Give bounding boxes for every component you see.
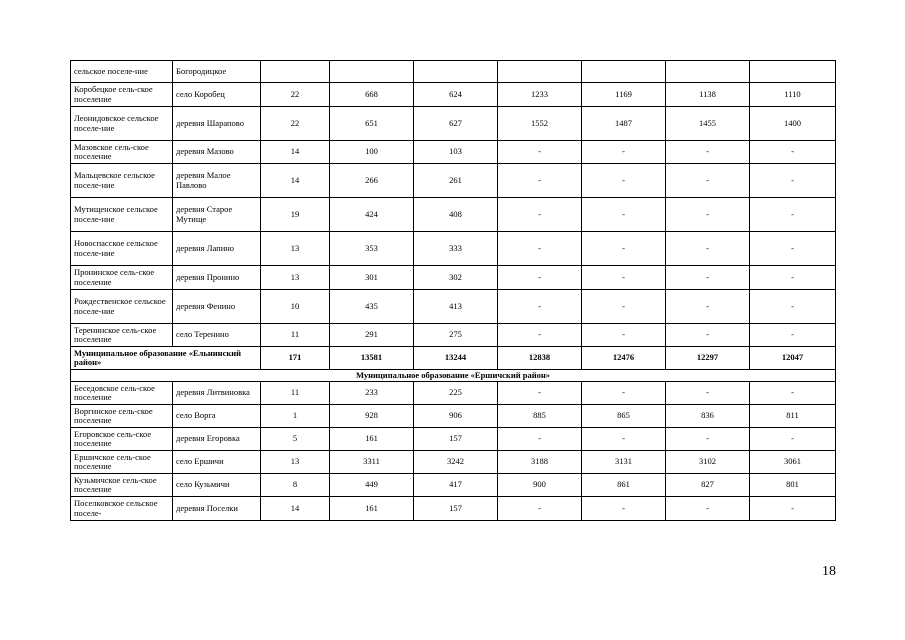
value-cell: - <box>750 428 836 451</box>
value-cell: 22 <box>261 107 330 141</box>
value-cell: 836 <box>666 405 750 428</box>
admin-center-cell: село Коробец <box>173 83 261 107</box>
value-cell <box>750 61 836 83</box>
value-cell: 161 <box>330 497 414 521</box>
settlement-name-cell: Теренинское сель-ское поселение <box>71 324 173 347</box>
value-cell: 413 <box>414 290 498 324</box>
total-value-cell: 12297 <box>666 347 750 370</box>
value-cell <box>582 61 666 83</box>
value-cell: 865 <box>582 405 666 428</box>
admin-center-cell: деревня Пронино <box>173 266 261 290</box>
table-row <box>71 232 836 266</box>
value-cell: - <box>498 198 582 232</box>
value-cell <box>498 61 582 83</box>
value-cell: - <box>666 198 750 232</box>
value-cell: 291 <box>330 324 414 347</box>
table-row <box>71 290 836 324</box>
settlement-name-cell: Поселковское сельское поселе- <box>71 497 173 521</box>
settlement-name-cell: Мальцевское сельское поселе-ние <box>71 164 173 198</box>
value-cell <box>330 61 414 83</box>
value-cell: 266 <box>330 164 414 198</box>
total-value-cell: 13244 <box>414 347 498 370</box>
settlement-name-cell: Новоспасское сельское поселе-ние <box>71 232 173 266</box>
table-row <box>71 474 836 497</box>
value-cell: 302 <box>414 266 498 290</box>
table-body <box>71 61 836 521</box>
value-cell: - <box>666 382 750 405</box>
value-cell: - <box>666 497 750 521</box>
value-cell: 1 <box>261 405 330 428</box>
value-cell: 408 <box>414 198 498 232</box>
value-cell: 928 <box>330 405 414 428</box>
value-cell: 3061 <box>750 451 836 474</box>
value-cell: 22 <box>261 83 330 107</box>
value-cell: 11 <box>261 382 330 405</box>
value-cell: - <box>666 324 750 347</box>
value-cell: - <box>498 290 582 324</box>
value-cell: - <box>750 324 836 347</box>
total-value-cell: 13581 <box>330 347 414 370</box>
value-cell: 3188 <box>498 451 582 474</box>
total-value-cell: 171 <box>261 347 330 370</box>
value-cell: - <box>498 382 582 405</box>
value-cell: - <box>498 141 582 164</box>
value-cell: - <box>582 428 666 451</box>
value-cell: - <box>498 232 582 266</box>
value-cell: 275 <box>414 324 498 347</box>
admin-center-cell: деревня Литвиновка <box>173 382 261 405</box>
value-cell: 651 <box>330 107 414 141</box>
value-cell: 10 <box>261 290 330 324</box>
value-cell: 1138 <box>666 83 750 107</box>
table-row <box>71 61 836 83</box>
table-row <box>71 141 836 164</box>
value-cell: 233 <box>330 382 414 405</box>
value-cell: - <box>750 164 836 198</box>
value-cell: - <box>750 232 836 266</box>
value-cell: 3311 <box>330 451 414 474</box>
table-row <box>71 405 836 428</box>
admin-center-cell: деревня Поселки <box>173 497 261 521</box>
value-cell: 14 <box>261 164 330 198</box>
value-cell: 624 <box>414 83 498 107</box>
settlement-name-cell: Рождественское сельское поселе-ние <box>71 290 173 324</box>
value-cell: 161 <box>330 428 414 451</box>
value-cell: 449 <box>330 474 414 497</box>
table-row <box>71 428 836 451</box>
settlement-name-cell: Мазовское сель-ское поселение <box>71 141 173 164</box>
total-label: Муниципальное образование «Ельнинский район» <box>71 347 261 370</box>
value-cell: 900 <box>498 474 582 497</box>
section-header: Муниципальное образование «Ершичский район» <box>71 370 836 382</box>
table-row <box>71 266 836 290</box>
value-cell: - <box>666 266 750 290</box>
total-value-cell: 12476 <box>582 347 666 370</box>
settlement-name-cell: Леонидовское сельское поселе-ние <box>71 107 173 141</box>
value-cell: 1487 <box>582 107 666 141</box>
total-value-cell: 12047 <box>750 347 836 370</box>
value-cell: - <box>666 232 750 266</box>
admin-center-cell: село Ворга <box>173 405 261 428</box>
value-cell: 1400 <box>750 107 836 141</box>
table-row <box>71 382 836 405</box>
value-cell: - <box>666 141 750 164</box>
value-cell: - <box>750 290 836 324</box>
table-row <box>71 198 836 232</box>
value-cell: 1552 <box>498 107 582 141</box>
settlement-name-cell: Ершичское сель-ское поселение <box>71 451 173 474</box>
value-cell: 801 <box>750 474 836 497</box>
value-cell: 424 <box>330 198 414 232</box>
value-cell: 100 <box>330 141 414 164</box>
total-value-cell: 12838 <box>498 347 582 370</box>
settlement-name-cell: сельское поселе-ние <box>71 61 173 83</box>
value-cell: 885 <box>498 405 582 428</box>
section-header-row <box>71 370 836 382</box>
value-cell: 261 <box>414 164 498 198</box>
value-cell: 5 <box>261 428 330 451</box>
value-cell: - <box>498 497 582 521</box>
value-cell: - <box>498 164 582 198</box>
value-cell: - <box>498 428 582 451</box>
value-cell: - <box>666 290 750 324</box>
value-cell: 225 <box>414 382 498 405</box>
value-cell: - <box>582 266 666 290</box>
value-cell: 14 <box>261 497 330 521</box>
value-cell: 811 <box>750 405 836 428</box>
page-number: 18 <box>822 564 836 579</box>
settlement-name-cell: Коробецкое сель-ское поселение <box>71 83 173 107</box>
value-cell: - <box>750 198 836 232</box>
value-cell: 13 <box>261 232 330 266</box>
value-cell: 668 <box>330 83 414 107</box>
table-row <box>71 83 836 107</box>
value-cell: - <box>750 266 836 290</box>
value-cell: - <box>582 382 666 405</box>
value-cell: 1233 <box>498 83 582 107</box>
value-cell: 103 <box>414 141 498 164</box>
admin-center-cell: деревня Лапино <box>173 232 261 266</box>
admin-center-cell: село Кузьмичи <box>173 474 261 497</box>
admin-center-cell: деревня Егоровка <box>173 428 261 451</box>
value-cell: - <box>750 141 836 164</box>
admin-center-cell: село Ершичи <box>173 451 261 474</box>
value-cell: - <box>582 198 666 232</box>
value-cell <box>261 61 330 83</box>
value-cell: - <box>582 164 666 198</box>
admin-center-cell: Богородицкое <box>173 61 261 83</box>
value-cell: - <box>582 497 666 521</box>
value-cell: - <box>750 497 836 521</box>
value-cell: 8 <box>261 474 330 497</box>
value-cell: 333 <box>414 232 498 266</box>
value-cell: 906 <box>414 405 498 428</box>
admin-center-cell: деревня Старое Мутище <box>173 198 261 232</box>
admin-center-cell: деревня Малое Павлово <box>173 164 261 198</box>
value-cell: - <box>582 290 666 324</box>
value-cell: - <box>666 164 750 198</box>
value-cell: - <box>666 428 750 451</box>
value-cell: 827 <box>666 474 750 497</box>
admin-center-cell: деревня Мазово <box>173 141 261 164</box>
value-cell: 3242 <box>414 451 498 474</box>
value-cell: - <box>582 324 666 347</box>
value-cell: 157 <box>414 497 498 521</box>
value-cell: 13 <box>261 451 330 474</box>
admin-center-cell: деревня Фенино <box>173 290 261 324</box>
value-cell: 13 <box>261 266 330 290</box>
value-cell: 1110 <box>750 83 836 107</box>
value-cell: 19 <box>261 198 330 232</box>
value-cell: 1169 <box>582 83 666 107</box>
value-cell: - <box>750 382 836 405</box>
table-row <box>71 107 836 141</box>
admin-center-cell: деревня Шарапово <box>173 107 261 141</box>
settlement-name-cell: Егоровское сель-ское поселение <box>71 428 173 451</box>
total-row <box>71 347 836 370</box>
settlement-name-cell: Пронинское сель-ское поселение <box>71 266 173 290</box>
settlement-name-cell: Мутищенское сельское поселе-ние <box>71 198 173 232</box>
value-cell: 14 <box>261 141 330 164</box>
settlement-name-cell: Беседовское сель-ское поселение <box>71 382 173 405</box>
value-cell: 1455 <box>666 107 750 141</box>
value-cell: 301 <box>330 266 414 290</box>
value-cell: 11 <box>261 324 330 347</box>
value-cell: - <box>498 324 582 347</box>
value-cell: 417 <box>414 474 498 497</box>
settlement-name-cell: Воргинское сель-ское поселение <box>71 405 173 428</box>
settlement-table <box>70 60 836 521</box>
value-cell: 157 <box>414 428 498 451</box>
table-row <box>71 324 836 347</box>
admin-center-cell: село Теренино <box>173 324 261 347</box>
value-cell: 353 <box>330 232 414 266</box>
settlement-name-cell: Кузьмичское сель-ское поселение <box>71 474 173 497</box>
value-cell <box>414 61 498 83</box>
value-cell: 3131 <box>582 451 666 474</box>
value-cell: - <box>498 266 582 290</box>
value-cell: - <box>582 232 666 266</box>
table-row <box>71 164 836 198</box>
value-cell <box>666 61 750 83</box>
value-cell: 435 <box>330 290 414 324</box>
table-row <box>71 451 836 474</box>
table-row <box>71 497 836 521</box>
value-cell: 3102 <box>666 451 750 474</box>
value-cell: 861 <box>582 474 666 497</box>
value-cell: - <box>582 141 666 164</box>
value-cell: 627 <box>414 107 498 141</box>
